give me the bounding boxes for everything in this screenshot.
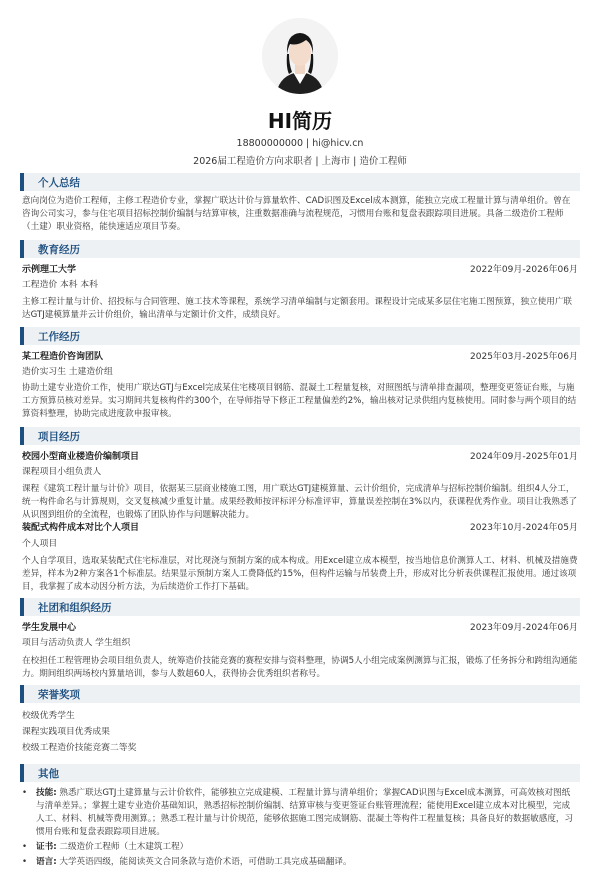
section-title: 荣誉奖项 bbox=[38, 688, 80, 701]
campus-row bbox=[22, 622, 578, 635]
bullet-dot-icon: • bbox=[22, 788, 28, 798]
award-item: 校级工程造价技能竞赛二等奖 bbox=[22, 743, 137, 753]
section-summary-header bbox=[20, 173, 580, 191]
section-accent-bar bbox=[20, 427, 24, 445]
section-work-header bbox=[20, 327, 580, 345]
project-text: 课程《建筑工程计量与计价》项目，依据某三层商业楼施工图，用广联达GTJ建模算量、云计价组价，完成清单与招标控制价编制。组织4人分工，统一构件命名与计算规则，交叉复核减少重复计量。成果经教师按评标评分标准评审，算量误差控制在3%以内，获课程优秀作业。项目让我熟悉了从识图到组价的全流程，也锻炼了团队协作与问题解决能力。 bbox=[22, 484, 578, 521]
project-name: 装配式构件成本对比个人项目 bbox=[22, 523, 140, 533]
section-title: 社团和组织经历 bbox=[38, 601, 112, 614]
campus-date: 2023年09月-2024年06月 bbox=[470, 623, 578, 633]
project-row-1 bbox=[22, 451, 578, 464]
section-other-header bbox=[20, 764, 580, 782]
job-intent-line: 2026届工程造价方向求职者 | 上海市 | 造价工程师 bbox=[193, 156, 407, 167]
contact-line: 18800000000 | hi@hicv.cn bbox=[236, 138, 364, 149]
summary-text: 意向岗位为造价工程师，主修工程造价专业，掌握广联达计价与算量软件、CAD识图及Excel成本测算，能独立完成工程量计算与清单组价。曾在咨询公司实习，参与住宅项目招标控制价编制与结算审核，注重数据准确与流程规范，习惯用台账和复盘表跟踪项目进展。具备二级造价工程师（土建）职业资格，能快速适应项目节奏。 bbox=[22, 196, 571, 233]
project-role: 课程项目小组负责人 bbox=[22, 467, 102, 477]
project-date: 2024年09月-2025年01月 bbox=[470, 452, 578, 462]
other-list bbox=[22, 787, 578, 869]
bullet-dot-icon: • bbox=[22, 857, 28, 867]
skills-text: 熟悉广联达GTJ土建算量与云计价软件，能够独立完成建模、工程量计算与清单组价；掌握CAD识图与Excel成本测算，可高效核对图纸与清单差异。；掌握土建专业造价基础知识，熟悉招标控制价编制、结算审核与变更签证台账管理流程；能使用Excel建立成本对比模型，完成人工、材料、机械等费用测算。；熟悉工程计量与计价规范，能够依据施工图完成钢筋、混凝土等构件工程量复核；具备良好的数据敏感度，习惯用台账和复盘表跟踪项目进展。 bbox=[36, 788, 574, 837]
section-accent-bar bbox=[20, 240, 24, 258]
cert-text: 二级造价工程师（土木建筑工程） bbox=[59, 842, 189, 852]
cert-label: 证书: bbox=[36, 842, 57, 852]
profile-photo-illustration bbox=[262, 18, 338, 94]
section-title: 工作经历 bbox=[38, 330, 80, 343]
section-accent-bar bbox=[20, 173, 24, 191]
education-text: 主修工程计量与计价、招投标与合同管理、施工技术等课程，系统学习清单编制与定额套用。课程设计完成某多层住宅施工图预算，独立使用广联达GTJ建模算量并云计价组价，输出清单与定额计价文件，成绩良好。 bbox=[22, 297, 573, 321]
section-awards-header bbox=[20, 685, 580, 703]
education-row bbox=[22, 264, 578, 277]
profile-photo bbox=[262, 18, 338, 94]
project-date: 2023年10月-2024年05月 bbox=[470, 523, 578, 533]
award-item: 课程实践项目优秀成果 bbox=[22, 727, 110, 737]
section-education-header bbox=[20, 240, 580, 258]
work-org: 某工程造价咨询团队 bbox=[22, 352, 104, 362]
campus-text: 在校担任工程管理协会项目组负责人，统筹造价技能竞赛的赛程安排与资料整理，协调5人小组完成案例测算与汇报，锻炼了任务拆分和跨组沟通能力。期间组织两场校内算量培训，参与人数超60人，获得协会优秀组织者称号。 bbox=[22, 656, 578, 680]
education-major: 工程造价 本科 本科 bbox=[22, 280, 98, 290]
education-date: 2022年09月-2026年06月 bbox=[470, 265, 578, 275]
project-role: 个人项目 bbox=[22, 539, 58, 549]
work-text: 协助土建专业造价工作，使用广联达GTJ与Excel完成某住宅楼项目钢筋、混凝土工程量复核，对照图纸与清单排查漏项，整理变更签证台账，与施工方预算员核对差异。实习期间共复核构件约300个，在导师指导下修正工程量偏差约2%，输出核对记录供组内复核使用。同时参与两个项目的结算资料整理，协助完成进度款申报审核。 bbox=[22, 383, 577, 420]
section-accent-bar bbox=[20, 764, 24, 782]
lang-text: 大学英语四级，能阅读英文合同条款与造价术语，可借助工具完成基础翻译。 bbox=[59, 857, 352, 867]
section-title: 教育经历 bbox=[38, 243, 80, 256]
section-title: 其他 bbox=[38, 767, 59, 780]
section-accent-bar bbox=[20, 685, 24, 703]
work-row bbox=[22, 351, 578, 364]
resume-name: HI简历 bbox=[267, 109, 333, 133]
school-name: 示例理工大学 bbox=[22, 265, 77, 275]
skills-label: 技能: bbox=[36, 788, 57, 798]
section-accent-bar bbox=[20, 327, 24, 345]
section-campus-header bbox=[20, 598, 580, 616]
work-date: 2025年03月-2025年06月 bbox=[470, 352, 578, 362]
work-role: 造价实习生 土建造价组 bbox=[22, 367, 113, 377]
other-cert-item bbox=[22, 841, 578, 854]
section-title: 个人总结 bbox=[38, 176, 80, 189]
bullet-dot-icon: • bbox=[22, 842, 28, 852]
section-accent-bar bbox=[20, 598, 24, 616]
project-text: 个人自学项目，选取某装配式住宅标准层，对比现浇与预制方案的成本构成。用Excel建立成本模型，按当地信息价测算人工、材料、机械及措施费差异，样本为2种方案各1个标准层。结果显示预制方案人工费降低约15%，但构件运输与吊装费上升，形成对比分析表供课程汇报使用。通过该项目，我掌握了成本动因分析方法，为后续造价工作打下基础。 bbox=[22, 556, 578, 593]
campus-role: 项目与活动负责人 学生组织 bbox=[22, 638, 131, 648]
campus-org: 学生发展中心 bbox=[22, 623, 77, 633]
other-skills-item bbox=[22, 787, 578, 839]
section-projects-header bbox=[20, 427, 580, 445]
project-name: 校园小型商业楼造价编制项目 bbox=[22, 452, 140, 462]
award-item: 校级优秀学生 bbox=[22, 711, 75, 721]
section-title: 项目经历 bbox=[38, 430, 80, 443]
other-lang-item bbox=[22, 856, 578, 869]
project-row-2 bbox=[22, 522, 578, 535]
lang-label: 语言: bbox=[36, 857, 57, 867]
